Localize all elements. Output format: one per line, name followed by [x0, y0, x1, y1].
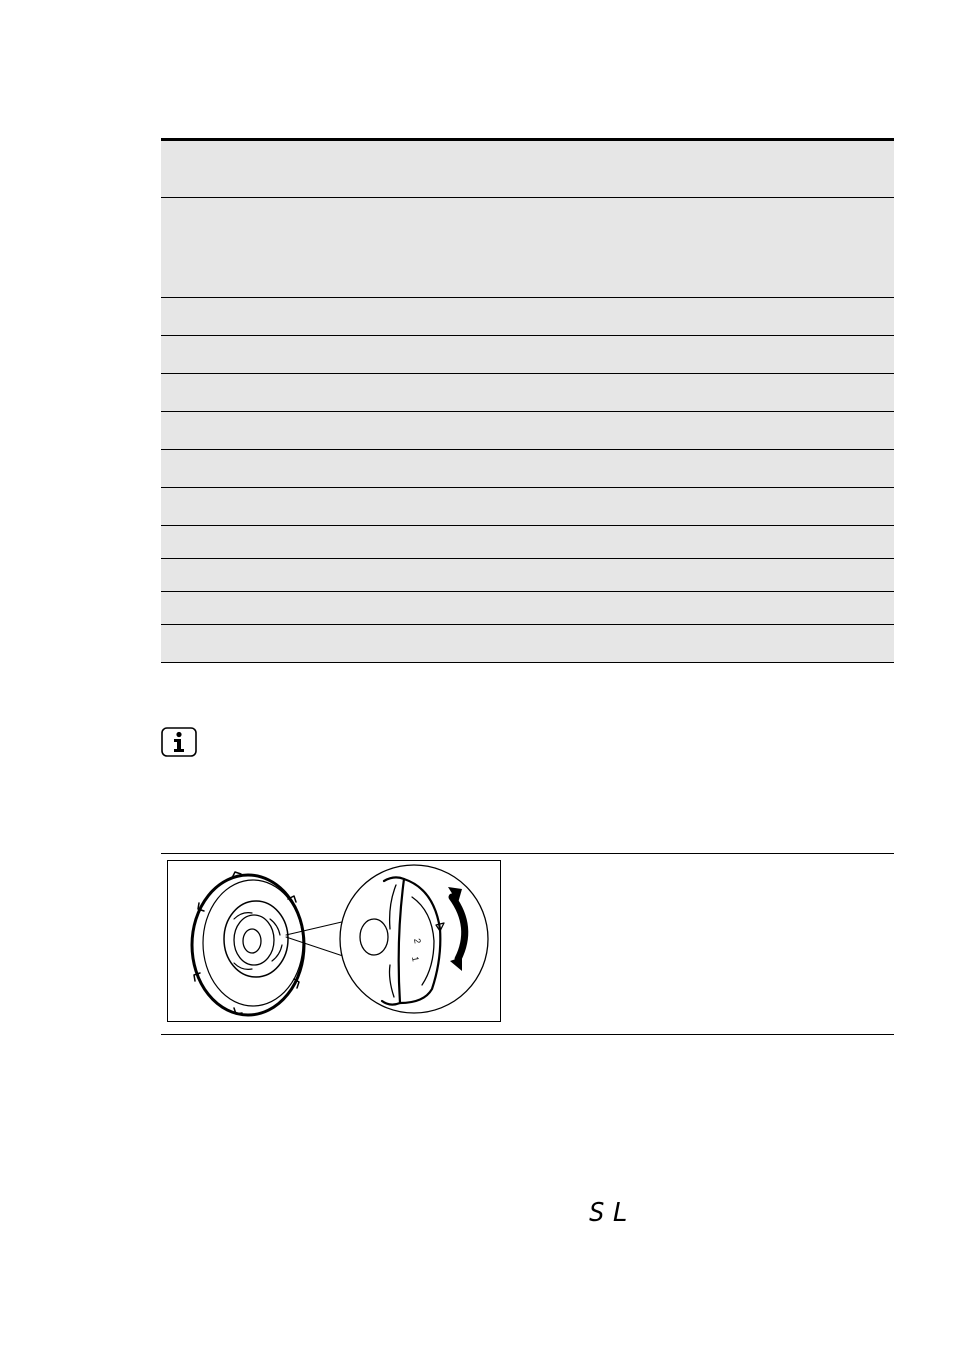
table-row	[161, 374, 894, 412]
dial-label-2: 2	[412, 937, 423, 945]
table-row	[161, 198, 894, 298]
table-row	[161, 298, 894, 336]
table-row	[161, 625, 894, 663]
table-header-row	[161, 141, 894, 198]
table-row	[161, 336, 894, 374]
table-row	[161, 488, 894, 526]
table-row	[161, 592, 894, 625]
table-row	[161, 412, 894, 450]
settings-table	[161, 138, 894, 663]
section-rule-bottom	[161, 1034, 894, 1035]
table-row	[161, 450, 894, 488]
water-softener-dial-illustration	[168, 861, 502, 1023]
display-code: SL	[589, 1198, 637, 1228]
dial-label-1: 1	[410, 955, 421, 963]
table-row	[161, 526, 894, 559]
table-row	[161, 559, 894, 592]
dial-figure	[167, 860, 501, 1022]
section-rule-top	[161, 853, 894, 854]
info-icon	[161, 727, 197, 757]
